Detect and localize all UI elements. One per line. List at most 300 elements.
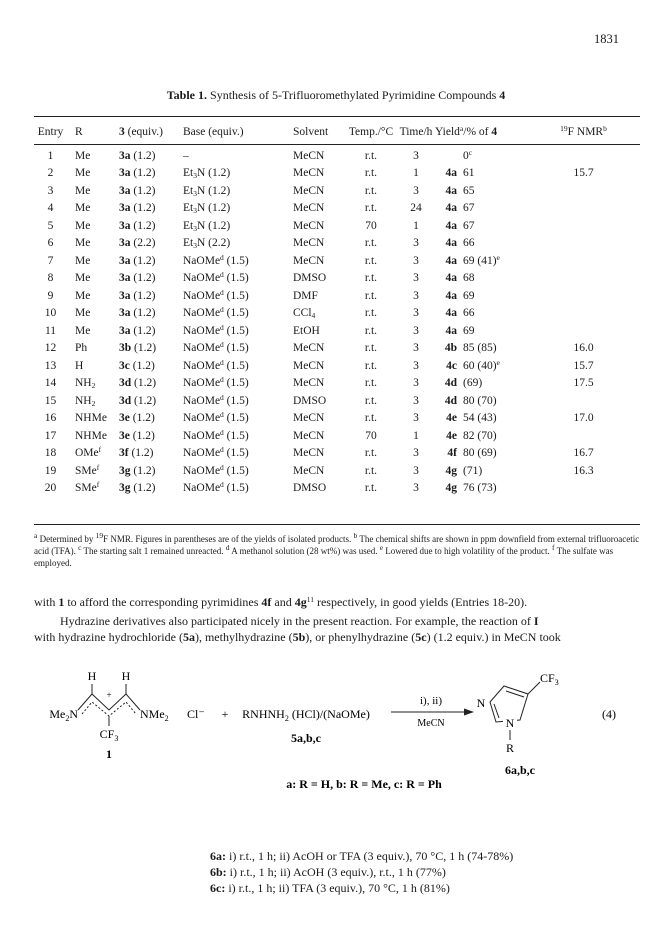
p1-text-3: and [271,595,295,609]
cell-base-name: NaOMe [183,359,221,372]
scheme-arrow-top: i), ii) [420,695,442,707]
cell-yield [463,427,527,445]
p1-compound-1: 1 [58,595,65,609]
table-row [34,287,640,305]
cell-base [183,235,293,253]
footnote-d-text: A methanol solution (28 wt%) was used. [229,546,380,556]
cell-base-name: – [183,149,189,162]
cell-base-equiv: (1.5) [226,429,249,442]
cell-nmr: 16.0 [573,342,594,355]
cell-r-value: Me [75,324,91,337]
cell-reagent-id: 3b [119,342,132,355]
cell-solvent: MeCN [293,237,325,250]
cell-nmr [527,147,640,165]
header-yield-post: /% of [463,126,489,138]
cell-reagent-equiv: (1.2) [133,307,156,320]
paragraph-1 [34,594,640,610]
cell-solvent: CCl$_4$ [293,307,316,321]
scheme-product-n2: N [505,716,515,730]
cell-entry: 4 [47,202,54,215]
cell-solvent: MeCN [293,219,325,232]
cell-reagent-id: 3d [119,377,132,390]
table-title [0,88,672,103]
cell-reagent [119,392,183,410]
cell-compound: 4a [445,237,457,250]
cell-solvent: MeCN [293,202,325,215]
cell-temp: r.t. [364,254,378,267]
cell-base-equiv: (1.5) [226,342,249,355]
cell-reagent-equiv: (1.2) [133,464,156,477]
cell-time: 3 [413,149,419,162]
cell-temp: r.t. [364,202,378,215]
cell-reagent-id: 3a [119,307,131,320]
cell-solvent: MeCN [293,167,325,180]
cell-compound: 4a [445,254,457,267]
cell-yield [463,322,527,340]
cell-temp: r.t. [364,359,378,372]
footnote-a-pre: Determined by [37,534,96,544]
cell-compound: 4c [446,359,457,372]
cell-yield-value: 85 (85) [463,342,497,355]
cell-compound: 4a [445,202,457,215]
table-row [34,375,640,393]
table-title-text: Synthesis of 5-Trifluoromethylated Pyrimidine Compounds [210,88,497,102]
p1-compound-4f: 4f [261,595,272,609]
cell-reagent [119,270,183,288]
cell-entry: 9 [47,289,54,302]
table-row [34,392,640,410]
p2-text-5: ) (1.2 equiv.) in MeCN took [426,630,561,644]
cell-r [67,445,119,463]
header-nmr [527,123,640,141]
cell-time: 1 [413,429,419,442]
cell-nmr [527,182,640,200]
cell-base-equiv: (1.5) [226,464,249,477]
footnote-e-mark: e [379,543,384,552]
cell-base [183,217,293,235]
scheme-bond-product-cf3 [528,682,540,694]
cell-compound: 4a [445,219,457,232]
cell-base-equiv: (1.5) [226,254,249,267]
cell-nmr: 15.7 [573,359,594,372]
cell-r [67,322,119,340]
cell-base [183,200,293,218]
cell-base-equiv: (1.2) [208,167,231,180]
cell-solvent: MeCN [293,377,325,390]
cell-nmr: 17.0 [573,412,594,425]
footnote-a-post: F NMR. Figures in parentheses are of the yields of isolated products. [103,534,354,544]
cell-compound: 4a [445,307,457,320]
cell-base [183,480,293,498]
cell-reagent-equiv: (1.2) [134,342,157,355]
cell-entry: 13 [44,359,57,372]
table-row [34,200,640,218]
footnote-b-text: The chemical shifts are shown in ppm downfield from external trifluoroacetic acid (TFA). [34,534,640,556]
cell-r-value: Me [75,272,91,285]
cell-base [183,270,293,288]
cell-yield-value: 60 (40) [463,359,497,372]
p2-compound-5c: 5c [415,630,427,644]
header-base: Base (equiv.) [183,126,244,138]
cell-base-equiv: (1.5) [226,359,249,372]
cell-yield [463,147,527,165]
cell-nmr: 16.7 [573,447,594,460]
p2-compound-1: I [533,614,539,628]
scheme-reagent: RNHNH2 (HCl)/(NaOMe) [242,707,370,723]
cell-r-sup: f [98,445,102,455]
cell-time: 24 [410,202,422,215]
cell-base [183,340,293,358]
cell-base-sup: d [220,480,224,490]
cell-temp: r.t. [364,167,378,180]
cell-yield-value: 68 [463,272,475,285]
paragraph-2 [34,613,640,645]
cell-reagent [119,235,183,253]
cell-base-sup: d [220,287,224,297]
cell-yield-value: 67 [463,219,475,232]
results-table [34,123,640,497]
cell-temp: r.t. [364,464,378,477]
cell-r-value: Me [75,307,91,320]
cell-base-sup: d [220,445,224,455]
table-row [34,270,640,288]
cell-yield [463,182,527,200]
cell-entry: 12 [44,342,57,355]
cell-r-value: Me [75,237,91,250]
cell-yield-value: 65 [463,184,475,197]
cell-r [67,410,119,428]
cell-compound [435,147,463,165]
p1-compound-4g: 4g [294,595,307,609]
cell-yield [463,217,527,235]
cell-base [183,462,293,480]
cell-r-value: SMe [75,464,97,477]
cell-base [183,392,293,410]
cell-reagent-equiv: (1.2) [131,447,154,460]
cell-r [67,375,119,393]
cell-nmr [527,427,640,445]
cell-yield-value: 80 (69) [463,447,497,460]
cell-compound: 4a [445,184,457,197]
header-reagent-num: 3 [119,126,125,138]
cell-solvent: DMF [293,289,318,302]
cell-time: 3 [413,272,419,285]
cell-base-equiv: (1.5) [226,289,249,302]
scheme-arrow-bottom: MeCN [417,718,445,729]
cell-entry: 5 [47,219,54,232]
cell-r-value: Me [75,184,91,197]
reaction-scheme-svg [34,660,640,840]
cell-reagent-equiv: (1.2) [133,324,156,337]
cell-time: 3 [413,324,419,337]
cell-solvent: DMSO [293,394,327,407]
cell-yield [463,235,527,253]
cell-base-equiv: (2.2) [208,237,231,250]
cell-reagent [119,287,183,305]
cell-base-equiv: (1.2) [208,219,231,232]
cell-nmr: 15.7 [573,167,594,180]
cell-reagent-id: 3c [119,359,130,372]
cell-base-name: $Et_3N$ [183,219,206,233]
p2-compound-5b: 5b [292,630,306,644]
cell-reagent-equiv: (1.2) [134,377,157,390]
scheme-delocalized-bonds [82,702,136,716]
table-row [34,462,640,480]
cell-base-name: NaOMe [183,254,221,267]
cell-yield-value: 69 [463,289,475,302]
cell-nmr [527,200,640,218]
cell-temp: r.t. [364,237,378,250]
cell-time: 3 [413,237,419,250]
header-yield-pre: Yield [435,126,460,138]
cell-base [183,182,293,200]
cell-nmr [527,287,640,305]
cell-entry: 8 [47,272,54,285]
cell-r-value: NHMe [75,412,107,425]
cell-r [67,427,119,445]
cell-base-name: NaOMe [183,307,221,320]
conditions-6b [210,864,513,880]
cell-reagent [119,322,183,340]
cell-reagent-equiv: (1.2) [133,167,156,180]
cell-time: 3 [413,184,419,197]
cell-r [67,357,119,375]
cell-r-value: Me [75,202,91,215]
cell-base-equiv: (1.5) [226,307,249,320]
cell-nmr [527,217,640,235]
footnote-c-mark: c [78,543,82,552]
cell-r-value: H [75,359,84,372]
cell-r [67,235,119,253]
p2-text-2: with hydrazine hydrochloride ( [34,630,183,644]
cell-r [67,217,119,235]
header-yield-sup: a [459,124,464,133]
cell-base [183,357,293,375]
table-title-compound: 4 [499,88,506,102]
cell-entry: 19 [44,464,57,477]
footnote-f-text: The sulfate was employed. [34,546,614,568]
p2-text-3: ), methylhydrazine ( [194,630,293,644]
cell-time: 3 [413,447,419,460]
cell-reagent [119,182,183,200]
cell-yield-value: 66 [463,307,475,320]
table-row [34,480,640,498]
cell-r-value: Me [75,149,91,162]
cell-base-sup: d [220,252,224,262]
cell-yield [463,200,527,218]
p1-reference: 11 [306,595,314,604]
cell-reagent-id: 3a [119,149,131,162]
table-row [34,357,640,375]
cell-compound: 4g [445,464,457,477]
cell-yield [463,410,527,428]
cell-r-value: $NH_2$ [75,377,96,391]
cell-yield [463,287,527,305]
cell-r [67,305,119,323]
cell-yield [463,357,527,375]
header-r: R [75,126,83,138]
cell-temp: r.t. [364,307,378,320]
cell-r-value: $NH_2$ [75,394,96,408]
p1-text-1: with [34,595,59,609]
table-row [34,340,640,358]
cell-solvent: MeCN [293,184,325,197]
cell-base-equiv: (1.5) [226,482,249,495]
footnote-a-mark: a [34,531,38,540]
table-top-rule [34,116,640,117]
cell-base-name: NaOMe [183,272,221,285]
cell-time: 3 [413,482,419,495]
cell-reagent-equiv: (1.2) [133,184,156,197]
cell-compound: 4g [445,482,457,495]
cell-temp: 70 [365,219,377,232]
cell-reagent [119,305,183,323]
cell-nmr [527,480,640,498]
header-yield [435,123,527,141]
cell-reagent-id: 3a [119,324,131,337]
cell-reagent [119,200,183,218]
cell-base-name: NaOMe [183,464,221,477]
scheme-legend: a: R = H, b: R = Me, c: R = Ph [286,777,442,791]
table-row [34,305,640,323]
cell-time: 3 [413,377,419,390]
header-nmr-text: F NMR [567,126,604,138]
cell-reagent [119,357,183,375]
cell-compound: 4e [446,429,457,442]
footnote-e-text: Lowered due to high volatility of the product. [383,546,553,556]
cell-reagent-equiv: (1.2) [133,219,156,232]
cell-r-value: OMe [75,447,99,460]
cell-temp: r.t. [364,184,378,197]
cell-reagent-equiv: (1.2) [133,272,156,285]
cell-r [67,165,119,183]
cell-base-sup: d [220,322,224,332]
cell-reagent-equiv: (2.2) [133,237,156,250]
cell-r [67,252,119,270]
cell-entry: 6 [47,237,54,250]
cell-reagent-id: 3e [119,429,130,442]
cell-r-value: NHMe [75,429,107,442]
cell-base-equiv: (1.2) [208,202,231,215]
cell-r-sup: f [96,462,100,472]
cell-reagent [119,427,183,445]
cell-yield [463,462,527,480]
cell-solvent: MeCN [293,359,325,372]
table-row [34,410,640,428]
cell-temp: r.t. [364,447,378,460]
cell-reagent [119,340,183,358]
cell-reagent-id: 3a [119,167,131,180]
cell-reagent-id: 3g [119,464,131,477]
table-row [34,322,640,340]
footnote-c-text: The starting salt 1 remained unreacted. [81,546,226,556]
scheme-chloride: Cl⁻ [187,707,205,721]
cell-reagent-equiv: (1.2) [133,289,156,302]
cell-r-sup: f [96,480,100,490]
cell-nmr [527,270,640,288]
header-reagent [119,123,183,141]
cell-entry: 15 [44,394,57,407]
cell-solvent: MeCN [293,429,325,442]
cell-entry: 14 [44,377,57,390]
scheme-me2n: Me2N [49,707,78,723]
cell-base [183,147,293,165]
cell-r [67,392,119,410]
cell-reagent [119,410,183,428]
scheme-h-left: H [87,669,97,683]
cell-nmr [527,305,640,323]
conditions-6c-label: 6c: [210,881,226,895]
scheme-cf3: CF3 [99,727,119,743]
cell-entry: 1 [47,149,54,162]
conditions-6c-text: i) r.t., 1 h; ii) TFA (3 equiv.), 70 °C, 1 h (81%) [225,881,450,895]
cell-solvent: MeCN [293,412,325,425]
cell-yield-value: 66 [463,237,475,250]
cell-yield [463,445,527,463]
cell-r [67,147,119,165]
cell-nmr [527,235,640,253]
cell-reagent-id: 3d [119,394,132,407]
cell-reagent-id: 3a [119,289,131,302]
cell-temp: r.t. [364,412,378,425]
cell-base-sup: d [220,427,224,437]
cell-reagent-id: 3f [119,447,129,460]
cell-temp: r.t. [364,394,378,407]
conditions-6a-label: 6a: [210,849,226,863]
cell-yield [463,392,527,410]
p2-compound-5a: 5a [182,630,195,644]
cell-base [183,322,293,340]
cell-base-name: NaOMe [183,342,221,355]
cell-r [67,200,119,218]
cell-time: 1 [413,219,419,232]
cell-compound: 4a [445,167,457,180]
cell-base-equiv: (1.5) [226,377,249,390]
cell-temp: r.t. [364,149,378,162]
cell-base-name: NaOMe [183,394,221,407]
cell-base-sup: d [220,392,224,402]
table-row [34,182,640,200]
cell-base-equiv: (1.2) [208,184,231,197]
cell-base [183,305,293,323]
cell-base-sup: d [220,462,224,472]
cell-yield-value: (69) [463,377,483,390]
scheme-reagent-label: 5a,b,c [291,731,321,745]
scheme-nme2: NMe2 [140,707,169,723]
cell-solvent: MeCN [293,447,325,460]
cell-solvent: DMSO [293,272,327,285]
cell-temp: 70 [365,429,377,442]
cell-base-name: NaOMe [183,429,221,442]
cell-reagent-id: 3a [119,202,131,215]
cell-yield [463,165,527,183]
cell-time: 3 [413,464,419,477]
cell-time: 3 [413,289,419,302]
p1-text-2: to afford the corresponding pyrimidines [64,595,262,609]
cell-base-name: NaOMe [183,412,221,425]
cell-yield-value: 0 [463,149,469,162]
cell-solvent: MeCN [293,342,325,355]
scheme-product-cf3: CF3 [540,671,559,687]
table-header-row [34,123,640,141]
cell-entry: 18 [44,447,57,460]
cell-base [183,252,293,270]
cell-base-name: $Et_3N$ [183,167,206,181]
cell-nmr: 17.5 [573,377,594,390]
conditions-6a-text: i) r.t., 1 h; ii) AcOH or TFA (3 equiv.), 70 °C, 1 h (74-78%) [226,849,514,863]
cell-entry: 16 [44,412,57,425]
scheme-product-n1: N [476,696,486,710]
